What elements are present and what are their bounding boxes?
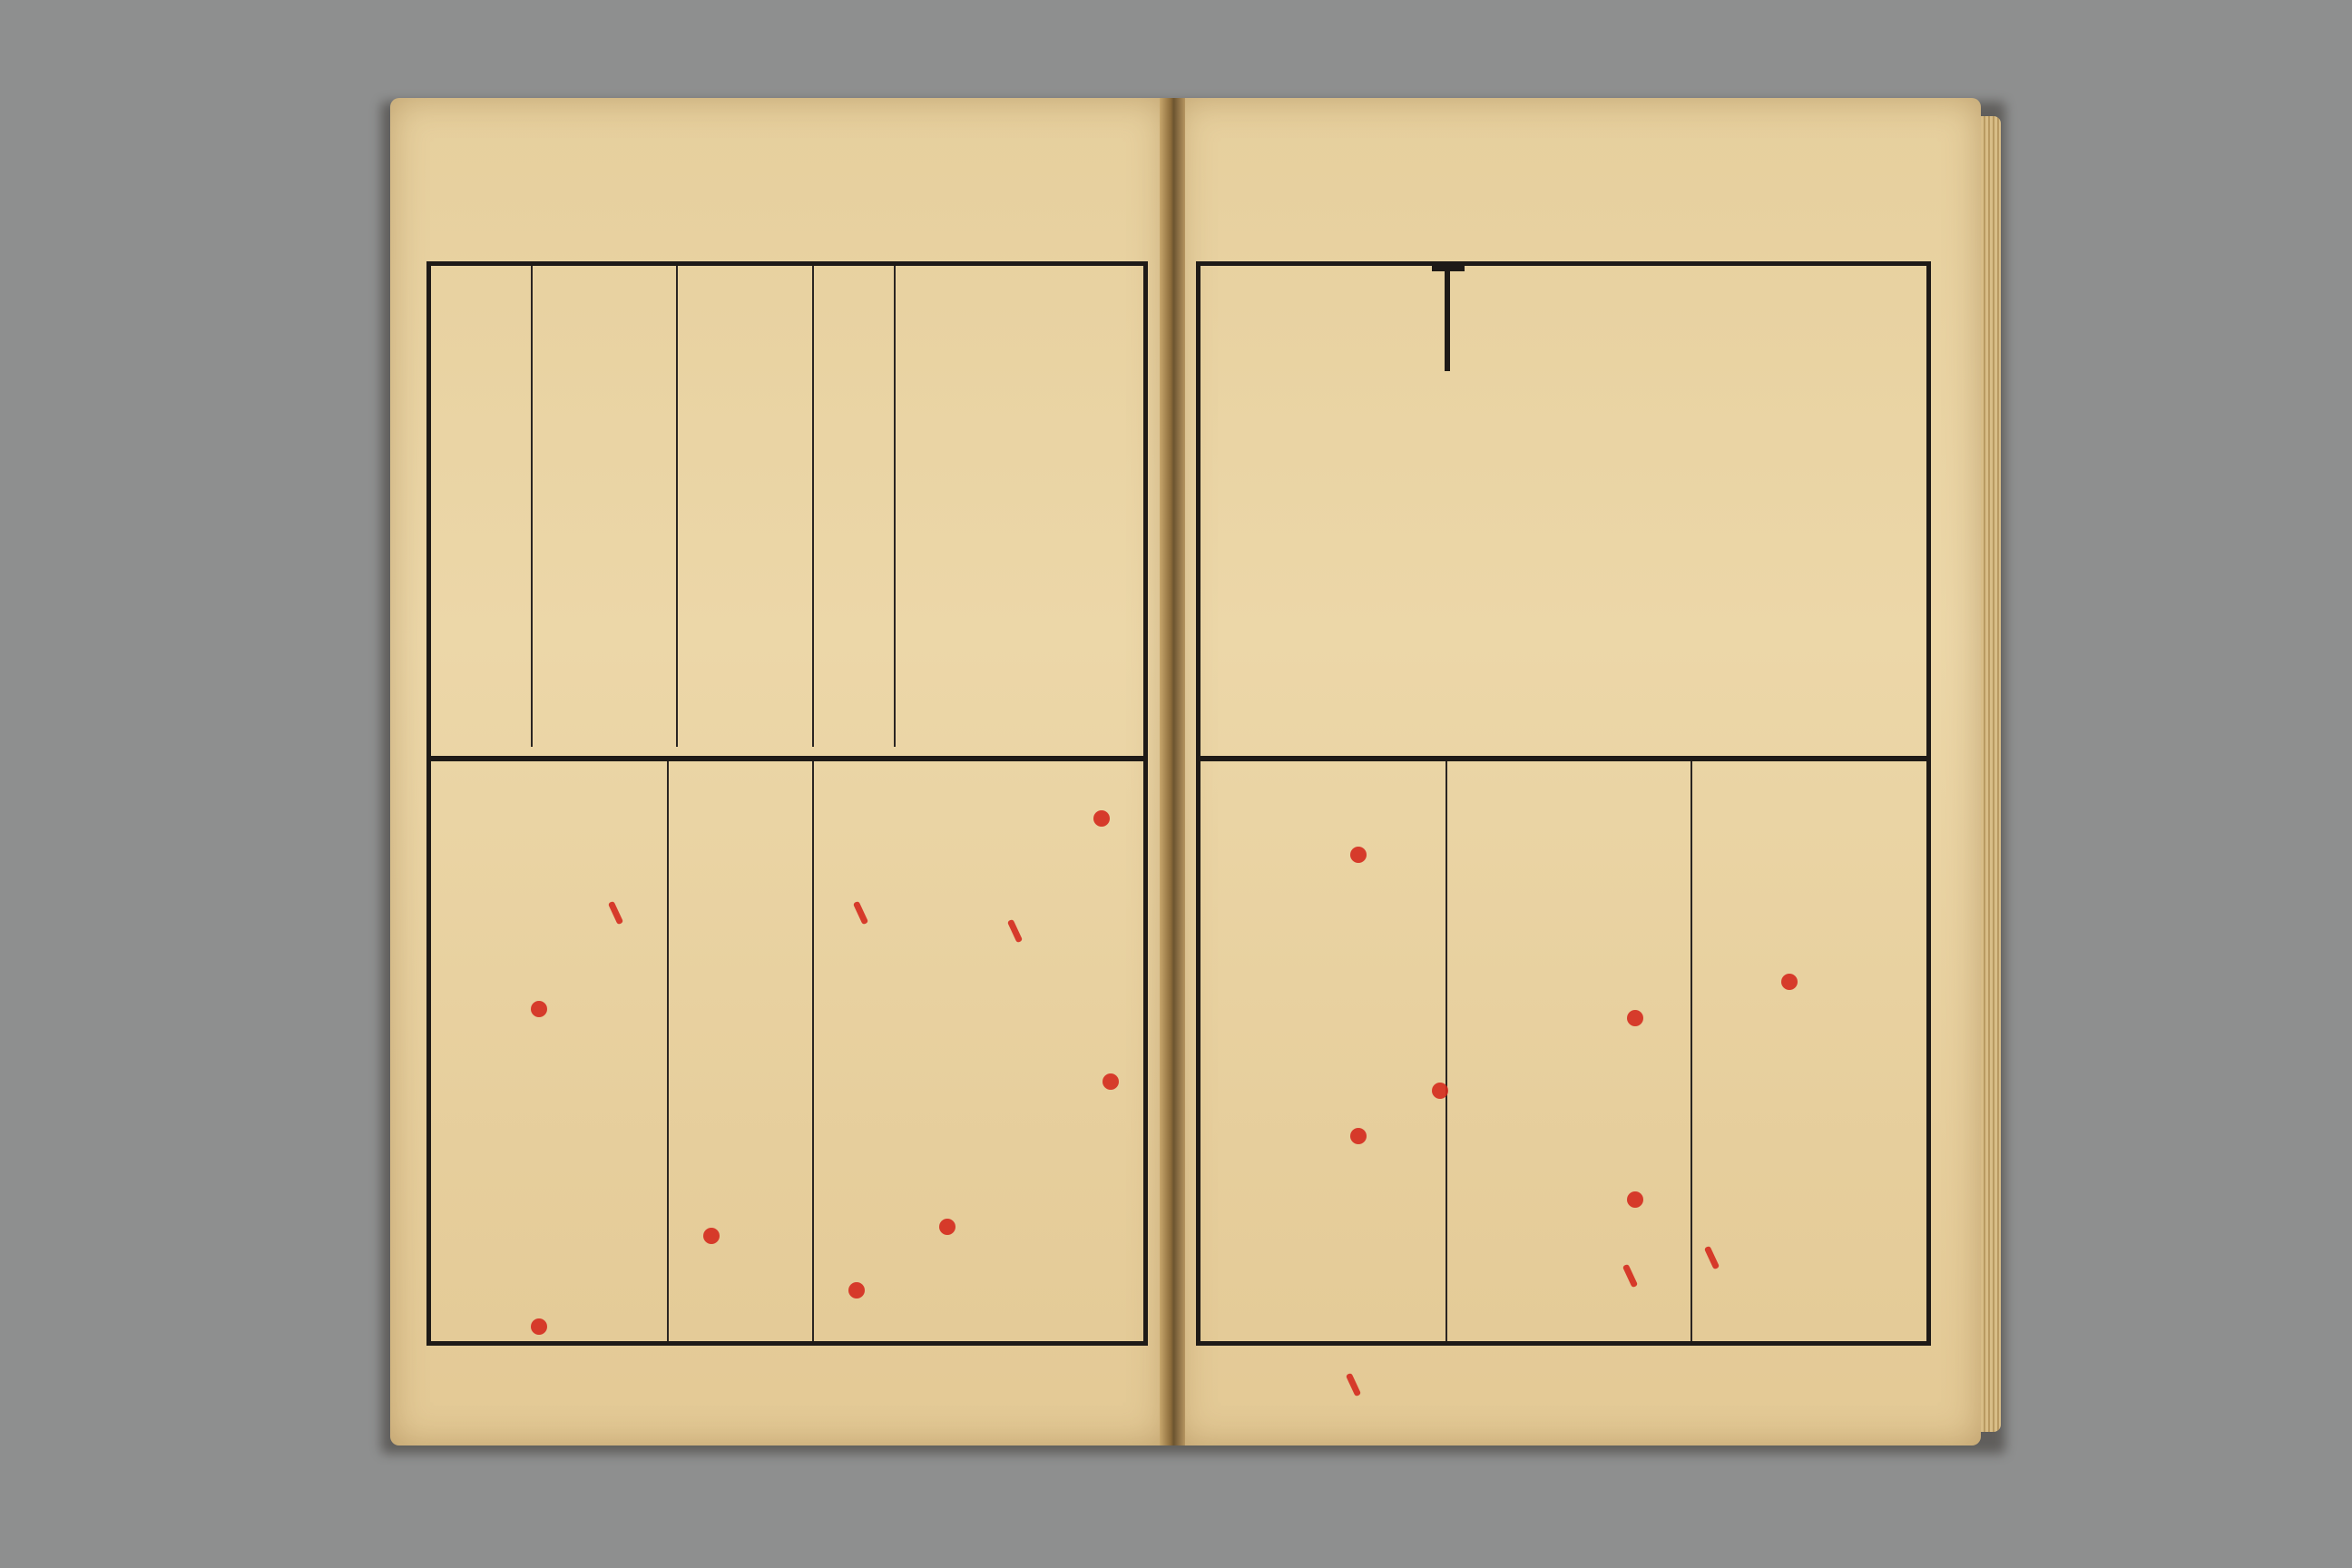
red-annotation-mark <box>1781 974 1798 990</box>
register-divider <box>431 756 1143 761</box>
red-annotation-mark <box>608 901 623 926</box>
column-rule <box>894 266 896 747</box>
right-page <box>1178 98 1981 1446</box>
red-annotation-mark <box>1704 1246 1720 1270</box>
fish-tail-mark <box>1432 266 1465 299</box>
column-rule <box>667 756 669 1341</box>
column-rule <box>531 266 533 747</box>
red-annotation-mark <box>1102 1073 1119 1090</box>
column-rule <box>676 266 678 747</box>
red-annotation-mark <box>848 1282 865 1298</box>
red-annotation-mark <box>703 1228 720 1244</box>
red-annotation-mark <box>1622 1264 1638 1289</box>
right-page-frame <box>1196 261 1931 1346</box>
red-annotation-mark <box>1627 1191 1643 1208</box>
red-annotation-mark <box>531 1001 547 1017</box>
red-annotation-mark <box>1346 1373 1361 1397</box>
column-rule <box>1690 756 1692 1341</box>
column-rule <box>812 266 814 747</box>
red-annotation-mark <box>853 901 868 926</box>
red-annotation-mark <box>1093 810 1110 827</box>
red-annotation-mark <box>1432 1083 1448 1099</box>
red-annotation-mark <box>531 1318 547 1335</box>
red-annotation-mark <box>1627 1010 1643 1026</box>
left-page-frame <box>426 261 1148 1346</box>
register-divider <box>1200 756 1926 761</box>
red-annotation-mark <box>1350 847 1367 863</box>
book-gutter <box>1160 98 1185 1446</box>
red-annotation-mark <box>939 1219 956 1235</box>
page-stack-edge <box>1981 116 2001 1432</box>
column-rule <box>812 756 814 1341</box>
red-annotation-mark <box>1007 919 1023 944</box>
red-annotation-mark <box>1350 1128 1367 1144</box>
left-page <box>390 98 1166 1446</box>
column-rule <box>1446 756 1447 1341</box>
